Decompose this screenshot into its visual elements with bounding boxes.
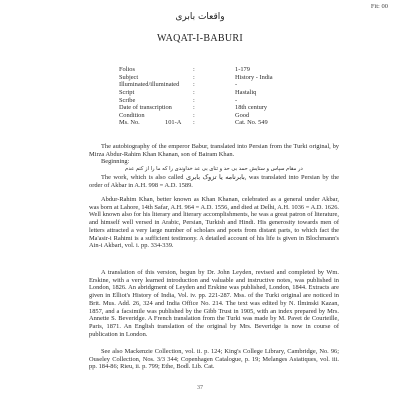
paragraph-references (89, 348, 339, 371)
translations-text: A translation of this version, begun by Dr. John Leyden, revised and completed by Wm. Erskine, with a very learned introduction and valuable and instructive notes, was published in London, 1826. An abridgment of Leyden and Erskine was published, London, 1844. Extracts are given in Elliot's History of India, Vol. iv. pp. 221-287. Mss. of the Turki original are noticed in Brit. Mus. Add. 26, 324 and India Office No. 214. The text was edited by N. Ilminski Kazan, 1857, and a facsimile was published by the Gibb Trust in 1905, with an index prepared by Mrs. Annette S. Beveridge. A French translation from the Turki was made by M. Pavet de Courteille, Paris, 1871. An English translation of the original by Mrs. Beveridge is now in course of publication in London. (89, 269, 339, 338)
meta-row-folios (119, 66, 339, 74)
meta-row-ms-no (119, 119, 339, 127)
meta-label: Scribe (119, 96, 136, 104)
meta-value: Good (235, 111, 250, 119)
paragraph-biography (89, 196, 339, 250)
page-number: 37 (197, 385, 203, 391)
meta-label: Condition (119, 111, 145, 119)
meta-row-scribe (119, 97, 339, 105)
meta-value: - (235, 96, 238, 104)
meta-label: Date of transcription (119, 104, 172, 112)
meta-row-date (119, 104, 339, 112)
meta-value: 1-179 (235, 66, 250, 73)
meta-row-subject (119, 74, 339, 82)
meta-value: - (235, 81, 238, 89)
meta-row-condition (119, 112, 339, 120)
meta-label: Ms. No. (119, 119, 140, 127)
ms-number: 101-A (165, 119, 182, 127)
meta-value: Hastaliq (235, 88, 257, 96)
paragraph-description (89, 143, 339, 189)
meta-colon: : (193, 66, 195, 73)
meta-label: Script (119, 88, 135, 96)
title-arabic: واقعات بابری (175, 12, 225, 22)
paragraph-translations (89, 269, 339, 338)
beginning-label: Beginning: (101, 158, 130, 166)
page-identifier: Fit: 00 (370, 3, 388, 10)
meta-colon: : (193, 119, 195, 127)
meta-label: Folios (119, 66, 135, 73)
meta-colon: : (193, 73, 195, 81)
document-title: WAQAT-I-BABURI (156, 33, 244, 44)
meta-label: Subject (119, 73, 139, 81)
biography-text: Abdur-Rahim Khan, better known as Khan Khanan, celebrated as a general under Akbar, was born at Lahore, 14th Safar, A.H. 964 = A.D. 1556, and died at Delhi, A.H. 1036 = A.D. 1626. Well known also for his literary and literary accomplishments, he was a great patron of literature, and himself well versed in Arabic, Persian, Turkish and Hindi. His generosity towards men of letters attracted a very large number of scholars and poets from distant parts, to which fact the Ma'asir-i Rahimi is a sufficient testimony. A detailed account of his life is given in Blochmann's Ain-i Akbari, vol. i. pp. 334-339. (89, 196, 339, 250)
meta-row-script (119, 89, 339, 97)
work-note: The work, which is also called بابرنامه یا تزوک بابری, was translated into Persian by the order of Akbar in A.H. 998 = A.D. 1589. (89, 173, 339, 189)
references-text: See also Mackenzie Collection, vol. ii. p. 124; King's College Library, Cambridge, No. 96; Ouseley Collection, Nos. 3/3 344; Copenhagen Catalogue, p. 19; Melanges Asiatiques, vol. iii. pp. 184-86; Rieu, ii. p. 799; Ethe, Bodl. Lib. Cat. (89, 348, 339, 371)
meta-colon: : (193, 96, 195, 104)
meta-value: History - India (235, 73, 273, 81)
meta-value: 18th century (235, 104, 268, 112)
persian-incipit: در مقام سپاس و ستایش حمد بی حد و ثنای بی عد خداوندی را که ما را از کتم عدم (125, 166, 303, 173)
meta-colon: : (193, 81, 195, 89)
meta-colon: : (193, 111, 195, 119)
metadata-table (119, 66, 339, 127)
meta-label: Illuminated/illuminated (119, 81, 180, 89)
catalogue-number: Cat. No. 549 (235, 119, 268, 127)
meta-colon: : (193, 88, 195, 96)
meta-row-illuminated (119, 81, 339, 89)
description-text: The autobiography of the emperor Babur, translated into Persian from the Turki original, by Mirza Abdur-Rahim Khan Khanan, son of Bairam Khan. (89, 143, 339, 158)
meta-colon: : (193, 104, 195, 112)
